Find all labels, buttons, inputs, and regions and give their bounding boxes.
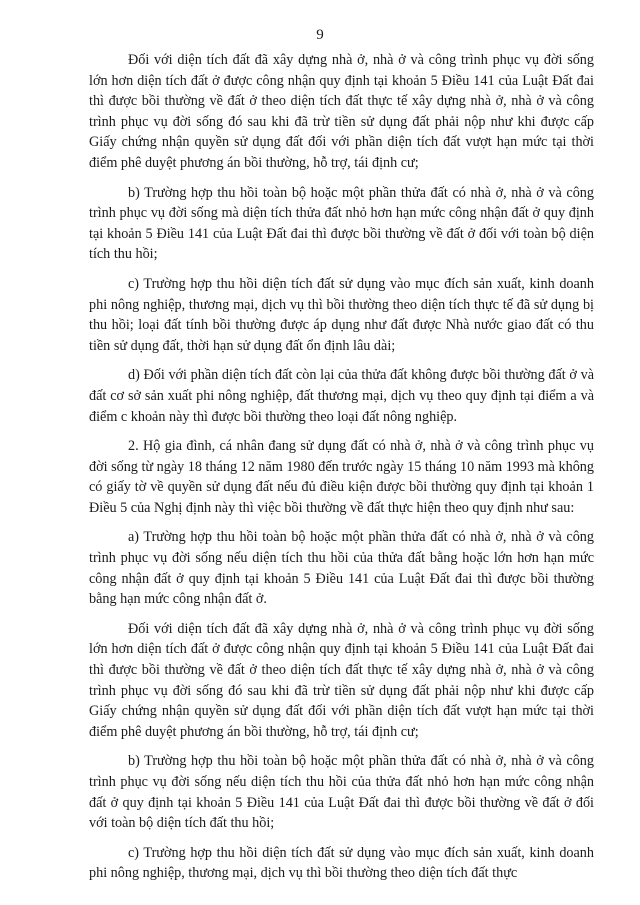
paragraph-point-b-whole-plot: b) Trường hợp thu hồi toàn bộ hoặc một phần thửa đất có nhà ở, nhà ở và công trình phục vụ đời sống mà diện tích thửa đất nhỏ hơn hạn mức công nhận đất ở quy định tại khoản 5 Điều 141 của Luật Đất đai thì được bồi thường về đất ở đối với toàn bộ diện tích thu hồi; <box>89 184 594 263</box>
page-number: 9 <box>316 27 324 43</box>
paragraph-clause-2-point-c: c) Trường hợp thu hồi diện tích đất sử dụng vào mục đích sản xuất, kinh doanh phi nông nghiệp, thương mại, dịch vụ thì bồi thường theo diện tích đất thực <box>89 844 594 882</box>
paragraph-clause-2-households: 2. Hộ gia đình, cá nhân đang sử dụng đất có nhà ở, nhà ở và công trình phục vụ đời sống từ ngày 18 tháng 12 năm 1980 đến trước ngày 15 tháng 10 năm 1993 mà không có giấy tờ về quyền sử dụng đất nếu đủ điều kiện được bồi thường quy định tại khoản 1 Điều 5 của Nghị định này thì việc bồi thường về đất thực hiện theo quy định như sau: <box>89 438 594 516</box>
paragraph-point-d-remaining-area: d) Đối với phần diện tích đất còn lại của thửa đất không được bồi thường đất ở và đất cơ sở sản xuất phi nông nghiệp, đất thương mại, dịch vụ theo quy định tại điểm a và điểm c khoản này thì được bồi thường theo loại đất nông nghiệp. <box>89 367 594 425</box>
paragraph-clause-2-point-b: b) Trường hợp thu hồi toàn bộ hoặc một phần thửa đất có nhà ở, nhà ở và công trình phục vụ đời sống nếu diện tích thu hồi của thửa đất nhỏ hơn hạn mức công nhận đất ở quy định tại khoản 5 Điều 141 của Luật Đất đai thì được bồi thường về đất ở đối với toàn bộ diện tích đất thu hồi; <box>89 753 594 832</box>
paragraph-clause-2-point-a: a) Trường hợp thu hồi toàn bộ hoặc một phần thửa đất có nhà ở, nhà ở và công trình phục vụ đời sống nếu diện tích thu hồi của thửa đất bằng hoặc lớn hơn hạn mức công nhận đất ở quy định tại khoản 5 Điều 141 của Luật Đất đai thì được bồi thường bằng hạn mức công nhận đất ở. <box>89 529 594 608</box>
paragraph-land-exceeding-recognized-area: Đối với diện tích đất đã xây dựng nhà ở, nhà ở và công trình phục vụ đời sống lớn hơn diện tích đất ở được công nhận quy định tại khoản 5 Điều 141 của Luật Đất đai thì được bồi thường về đất ở theo diện tích đất thực tế xây dựng nhà ở, nhà ở và công trình phục vụ đời sống đó sau khi đã trừ tiền sử dụng đất phải nộp như khi được cấp Giấy chứng nhận quyền sử dụng đất đối với phần diện tích đất vượt hạn mức tại thời điểm phê duyệt phương án bồi thường, hỗ trợ, tái định cư; <box>89 52 594 171</box>
paragraph-point-c-business-land: c) Trường hợp thu hồi diện tích đất sử dụng vào mục đích sản xuất, kinh doanh phi nông nghiệp, thương mại, dịch vụ thì bồi thường theo diện tích thực tế đã sử dụng bị thu hồi; loại đất tính bồi thường được áp dụng như đất được Nhà nước giao đất có thu tiền sử dụng đất, thời hạn sử dụng đất ổn định lâu dài; <box>89 275 594 354</box>
document-body <box>89 50 594 884</box>
paragraph-clause-2-exceeding-area: Đối với diện tích đất đã xây dựng nhà ở, nhà ở và công trình phục vụ đời sống lớn hơn diện tích đất ở được công nhận quy định tại khoản 5 Điều 141 của Luật Đất đai thì được bồi thường về đất ở theo diện tích đất thực tế xây dựng nhà ở, nhà ở và công trình phục vụ đời sống đó sau khi đã trừ tiền sử dụng đất phải nộp như khi được cấp Giấy chứng nhận quyền sử dụng đất đối với phần diện tích đất vượt hạn mức tại thời điểm phê duyệt phương án bồi thường, hỗ trợ, tái định cư; <box>89 620 594 740</box>
